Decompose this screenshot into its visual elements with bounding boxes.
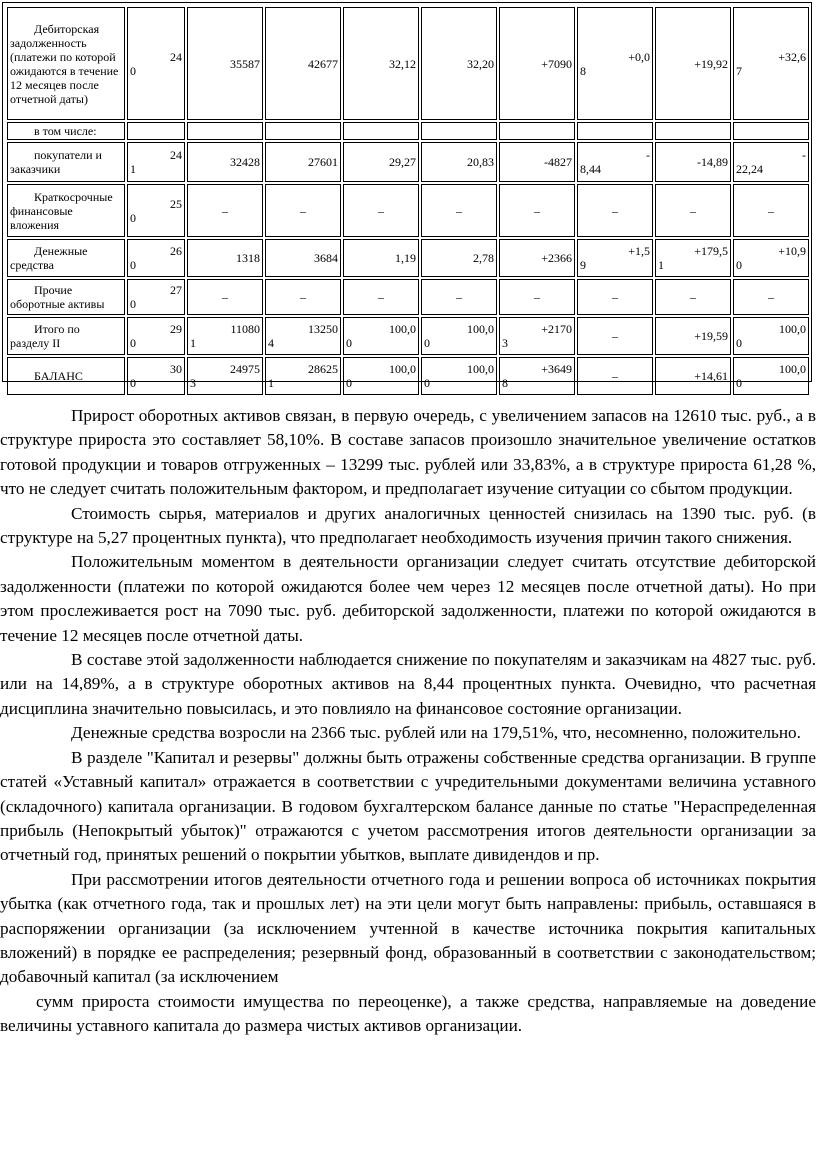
table-row xyxy=(7,142,809,182)
row-code: 26 0 xyxy=(127,239,185,277)
cell-value: +1,5 9 xyxy=(577,239,653,277)
cell-value: +2170 3 xyxy=(499,317,575,355)
cell-value: 42677 xyxy=(265,7,341,120)
cell-value: 29,27 xyxy=(343,142,419,182)
paragraph: Денежные средства возросли на 2366 тыс. рублей или на 179,51%, что, несомненно, положительно. xyxy=(71,723,801,743)
row-name: БАЛАНС xyxy=(7,357,125,395)
cell-value: – xyxy=(265,184,341,237)
body-text xyxy=(0,404,816,1039)
cell-value: 1,19 xyxy=(343,239,419,277)
cell-value: 11080 1 xyxy=(187,317,263,355)
table-row xyxy=(7,184,809,237)
cell-value: 35587 xyxy=(187,7,263,120)
row-code: 29 0 xyxy=(127,317,185,355)
cell-value: +7090 xyxy=(499,7,575,120)
cell-value: – xyxy=(577,317,653,355)
cell-value: 1318 xyxy=(187,239,263,277)
cell-value: +19,92 xyxy=(655,7,731,120)
cell-value: 32,12 xyxy=(343,7,419,120)
row-code: 27 0 xyxy=(127,279,185,315)
row-name: Итого по разделу II xyxy=(7,317,125,355)
cell-value: +32,6 7 xyxy=(733,7,809,120)
cell-value: – xyxy=(499,279,575,315)
cell-value: 20,83 xyxy=(421,142,497,182)
cell-value: 3684 xyxy=(265,239,341,277)
cell-value: – xyxy=(421,184,497,237)
paragraph: Стоимость сырья, материалов и других аналогичных ценностей снизилась на 1390 тыс. руб. (в структуре на 5,27 процентных пункта), что предполагает необходимость изучения причин такого снижения. xyxy=(0,503,816,548)
cell-value: 28625 1 xyxy=(265,357,341,395)
paragraph: В составе этой задолженности наблюдается снижение по покупателям и заказчикам на 4827 тыс. руб. или на 14,89%, а в структуре оборотных активов на 8,44 процентных пункта. Очевидно, что расчетная дисциплина значительно повысилась, и это повлияло на финансовое состояние организации. xyxy=(0,650,816,718)
row-name: покупатели и заказчики xyxy=(7,142,125,182)
cell-value: – xyxy=(655,279,731,315)
table-row xyxy=(7,317,809,355)
cell-value: 2,78 xyxy=(421,239,497,277)
paragraph: сумм прироста стоимости имущества по переоценке), а также средства, направляемые на доведение величины уставного капитала до размера чистых активов организации. xyxy=(0,991,816,1036)
cell-value: – xyxy=(187,184,263,237)
cell-value: 27601 xyxy=(265,142,341,182)
balance-table-frame xyxy=(2,2,812,390)
row-code: 30 0 xyxy=(127,357,185,395)
cell-value: – xyxy=(577,279,653,315)
cell-value: – xyxy=(265,279,341,315)
row-code: 24 1 xyxy=(127,142,185,182)
row-name: Прочие оборотные активы xyxy=(7,279,125,315)
cell-value: +2366 xyxy=(499,239,575,277)
cell-value: 100,0 0 xyxy=(421,317,497,355)
cell-value: 100,0 0 xyxy=(343,357,419,395)
cell-value: +179,5 1 xyxy=(655,239,731,277)
cell-value: +14,61 xyxy=(655,357,731,395)
row-code: 25 0 xyxy=(127,184,185,237)
cell-value: 32428 xyxy=(187,142,263,182)
cell-value: -4827 xyxy=(499,142,575,182)
table-row xyxy=(7,7,809,120)
row-name: Денежные средства xyxy=(7,239,125,277)
cell-value: – xyxy=(733,184,809,237)
cell-value: 32,20 xyxy=(421,7,497,120)
cell-value: - 22,24 xyxy=(733,142,809,182)
cell-value: – xyxy=(577,184,653,237)
row-code: 24 0 xyxy=(127,7,185,120)
row-name: в том числе: xyxy=(7,122,125,140)
cell-value: 100,0 0 xyxy=(421,357,497,395)
cell-value: -14,89 xyxy=(655,142,731,182)
cell-value: – xyxy=(499,184,575,237)
cell-value: – xyxy=(577,357,653,395)
paragraph: Прирост оборотных активов связан, в первую очередь, с увеличением запасов на 12610 тыс. руб., а в структуре прироста это составляет 58,10%. В составе запасов произошло значительное увеличение остатков готовой продукции и товаров отгруженных – 13299 тыс. рублей или 33,83%, а в структуре прироста 61,28 %, что не следует считать положительным фактором, и предполагает изучение ситуации со сбытом продукции. xyxy=(0,406,816,499)
paragraph: Положительным моментом в деятельности организации следует считать отсутствие дебиторской задолженности (платежи по которой ожидаются более чем через 12 месяцев после отчетной даты). Но при этом прослеживается рост на 7090 тыс. руб. дебиторской задолженности, платежи по которой ожидаются в течение 12 месяцев после отчетной даты. xyxy=(0,552,816,645)
cell-value: - 8,44 xyxy=(577,142,653,182)
row-name: Дебиторская задолженность (платежи по которой ожидаются в течение 12 месяцев после отчетной даты) xyxy=(7,7,125,120)
table-row xyxy=(7,239,809,277)
cell-value: 100,0 0 xyxy=(343,317,419,355)
paragraph: В разделе "Капитал и резервы" должны быть отражены собственные средства организации. В группе статей «Уставный капитал» отражается в соответствии с учредительными документами величина уставного (складочного) капитала организации. В годовом бухгалтерском балансе данные по статье "Нераспределенная прибыль (Непокрытый убыток)" отражаются с учетом рассмотрения итогов деятельности организации за отчетный год, принятых решений о покрытии убытков, выплате дивидендов и пр. xyxy=(0,747,816,865)
cell-value: 24975 3 xyxy=(187,357,263,395)
cell-value: – xyxy=(343,184,419,237)
table-row xyxy=(7,122,809,140)
cell-value: +10,9 0 xyxy=(733,239,809,277)
cell-value: 100,0 0 xyxy=(733,357,809,395)
row-name: Краткосрочные финансовые вложения xyxy=(7,184,125,237)
cell-value: – xyxy=(655,184,731,237)
cell-value: – xyxy=(187,279,263,315)
cell-value: +3649 8 xyxy=(499,357,575,395)
cell-value: 13250 4 xyxy=(265,317,341,355)
balance-table xyxy=(5,5,811,397)
cell-value: – xyxy=(343,279,419,315)
cell-value: – xyxy=(421,279,497,315)
cell-value: 100,0 0 xyxy=(733,317,809,355)
table-row xyxy=(7,279,809,315)
paragraph: При рассмотрении итогов деятельности отчетного года и решении вопроса об источниках покрытия убытка (как отчетного года, так и прошлых лет) на эти цели могут быть направлены: прибыль, оставшаяся в распоряжении организации (за исключением учтенной в качестве источника покрытия капитальных вложений) в порядке ее распределения; резервный фонд, образованный в соответствии с законодательством; добавочный капитал (за исключением xyxy=(0,869,816,987)
table-row xyxy=(7,357,809,395)
cell-value: – xyxy=(733,279,809,315)
cell-value: +19,59 xyxy=(655,317,731,355)
cell-value: +0,0 8 xyxy=(577,7,653,120)
